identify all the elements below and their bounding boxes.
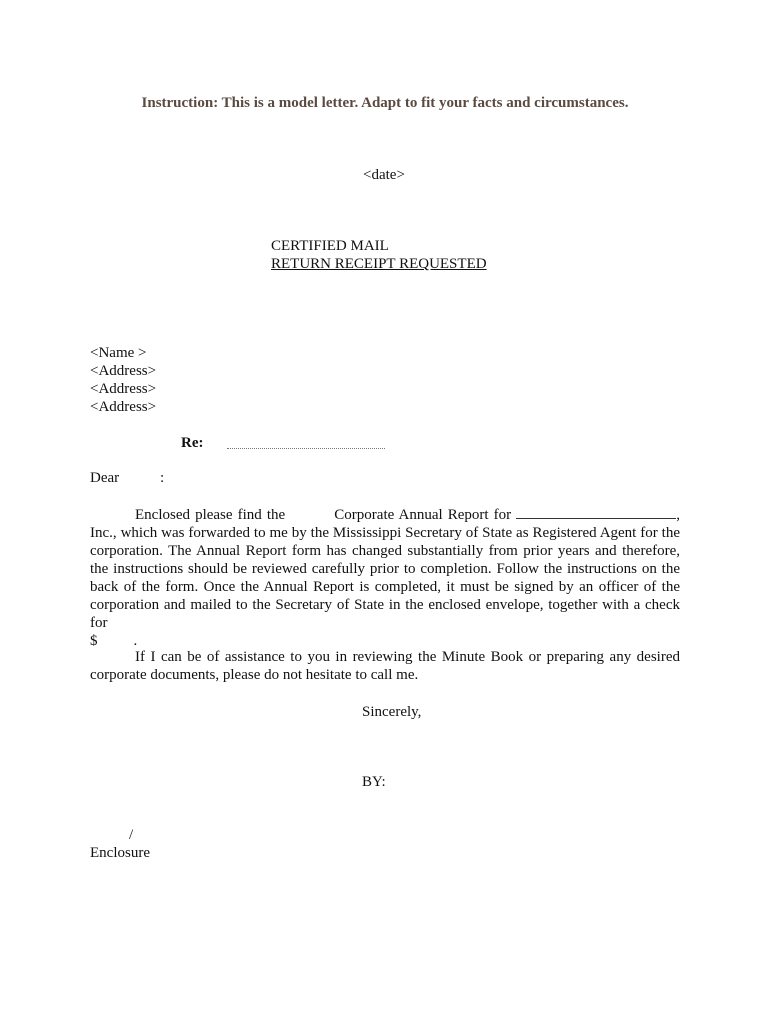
salutation-dear: Dear [90, 470, 120, 486]
body-text: If I can be of assistance to you in reviewing the Minute Book or preparing any desired corporate documents, please do not hesitate to call me. [90, 649, 680, 683]
company-name-blank [516, 505, 676, 519]
salutation-colon: : [160, 470, 165, 486]
body-paragraph-1 [90, 505, 680, 650]
by-label: BY: [362, 774, 386, 790]
recipient-address-block [90, 344, 156, 416]
recipient-address-line: <Address> [90, 381, 157, 397]
certified-mail-label: CERTIFIED MAIL [271, 238, 389, 254]
body-text: Enclosed please find the [135, 507, 286, 523]
dollar-sign: $ [90, 633, 98, 649]
body-text: . [133, 633, 138, 649]
instruction-heading: Instruction: This is a model letter. Adapt to fit your facts and circumstances. [141, 95, 629, 111]
re-label: Re: [181, 435, 204, 451]
re-blank-line [227, 448, 385, 449]
recipient-name: <Name > [90, 345, 147, 361]
recipient-address-line: <Address> [90, 363, 157, 379]
closing: Sincerely, [362, 704, 422, 720]
recipient-address-line: <Address> [90, 399, 157, 415]
return-receipt-label: RETURN RECEIPT REQUESTED [271, 256, 487, 272]
initials-slash: / [129, 827, 134, 843]
body-text: Corporate Annual Report for [334, 507, 512, 523]
enclosure-label: Enclosure [90, 845, 150, 861]
body-text: , Inc., which was forwarded to me by the Mississippi Secretary of State as Registered Agent for the corporation. The Annual Report form has changed substantially from prior years and therefore, the instructions should be reviewed carefully prior to completion. Follow the instructions on the back of the form. Once the Annual Report is completed, it must be signed by an officer of the corporation and mailed to the Secretary of State in the enclosed envelope, together with a check for [90, 507, 681, 631]
body-paragraph-2 [90, 648, 680, 684]
date-placeholder: <date> [363, 167, 405, 183]
